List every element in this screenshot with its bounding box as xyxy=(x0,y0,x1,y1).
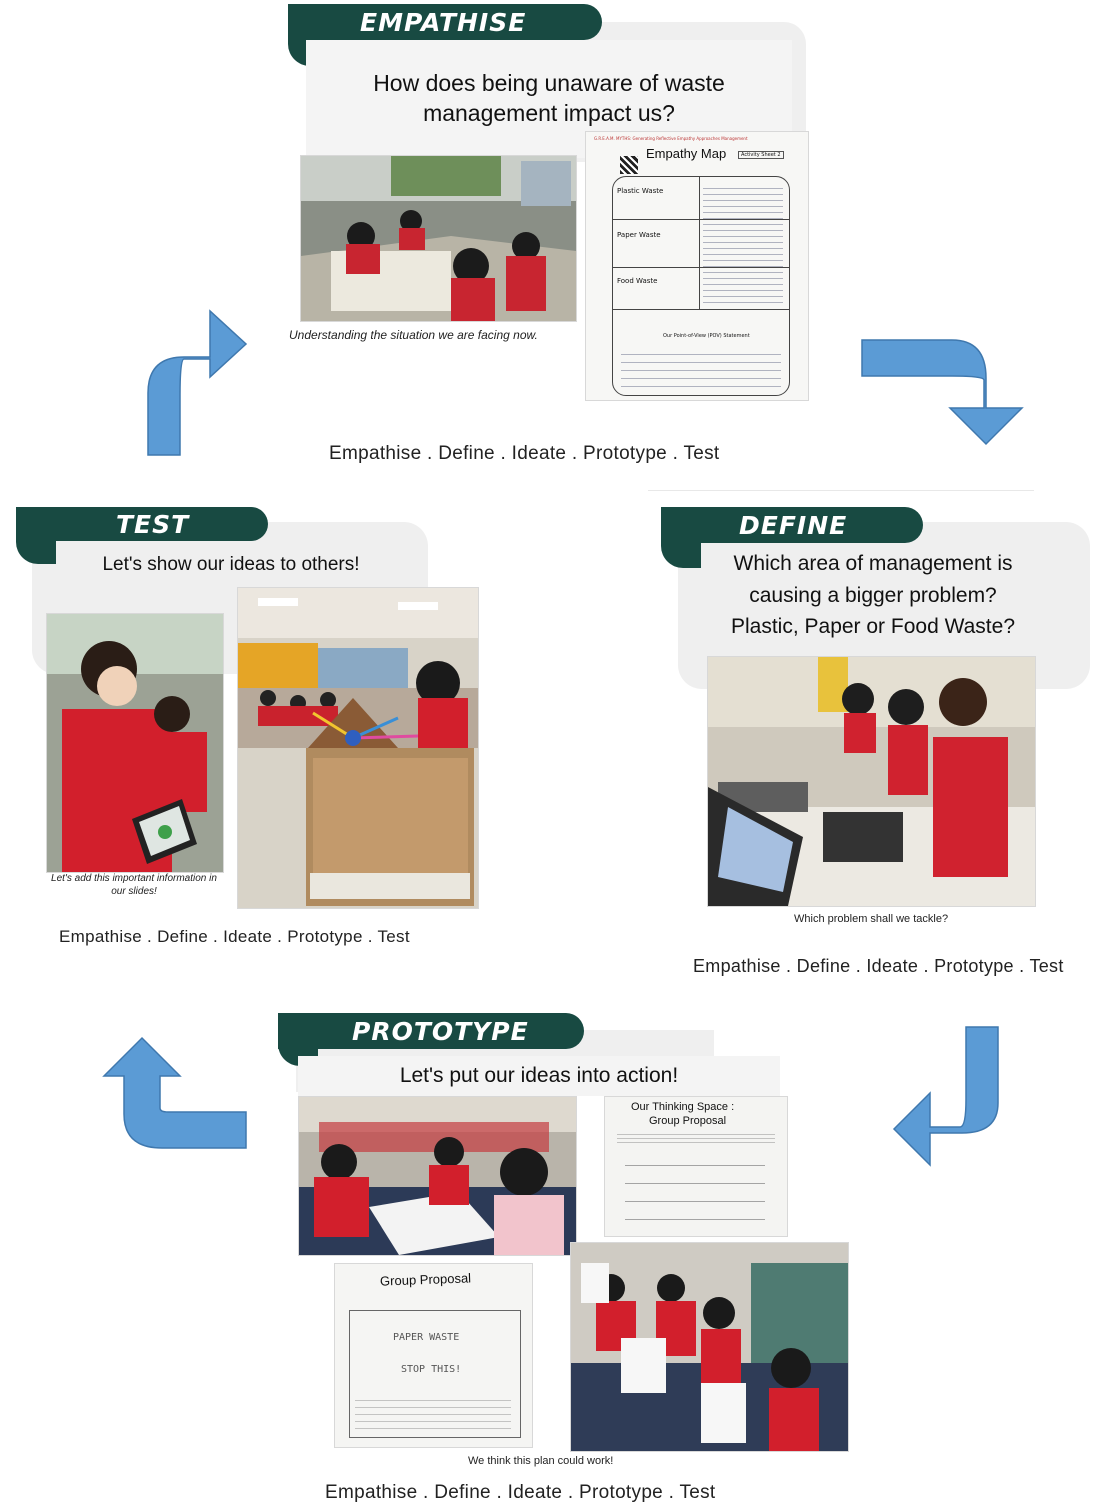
define-steps: Empathise . Define . Ideate . Prototype . Test xyxy=(693,956,1064,976)
prototype-students-photo xyxy=(570,1242,849,1452)
empathise-question: How does being unaware of waste management impact us? xyxy=(373,70,725,126)
arrow-right-down-icon xyxy=(860,338,1026,448)
proposal-sheet-title1: Our Thinking Space : xyxy=(631,1101,735,1113)
prototype-question: Let's put our ideas into action! xyxy=(399,1064,679,1088)
arrow-left-up-icon xyxy=(102,1036,248,1150)
handwriting xyxy=(621,347,781,387)
test-tablet-photo xyxy=(46,613,224,873)
test-steps: Empathise . Define . Ideate . Prototype . Test xyxy=(59,927,410,946)
sheet-activity: Activity Sheet 2 xyxy=(738,151,784,159)
poster-text-1: PAPER WASTE xyxy=(393,1332,460,1343)
qr-code-icon xyxy=(620,156,638,174)
test-question: Let's show our ideas to others! xyxy=(102,553,360,575)
empathise-tab-label: EMPATHISE xyxy=(360,7,527,37)
proposal-poster xyxy=(334,1263,533,1448)
define-caption: Which problem shall we tackle? xyxy=(794,913,949,925)
prototype-question-box xyxy=(298,1056,780,1096)
sheet-pov: Our Point-of-View (POV) Statement xyxy=(663,333,750,339)
sheet-row-divider xyxy=(613,309,789,310)
sheet-title: Empathy Map xyxy=(646,146,727,161)
group-proposal-sheet xyxy=(604,1096,788,1237)
define-laptop-photo xyxy=(707,656,1036,907)
test-question-box xyxy=(34,548,428,582)
test-tab xyxy=(16,507,268,541)
divider-line xyxy=(648,490,1034,491)
prototype-caption: We think this plan could work! xyxy=(468,1455,614,1467)
sheet-row-paper: Paper Waste xyxy=(617,231,661,239)
prototype-group-photo xyxy=(298,1096,577,1256)
sheet-boxes xyxy=(625,1155,765,1227)
prototype-steps: Empathise . Define . Ideate . Prototype . Test xyxy=(325,1482,716,1503)
empathise-steps: Empathise . Define . Ideate . Prototype . Test xyxy=(329,443,720,464)
define-tab xyxy=(661,507,923,543)
empathy-map-sheet xyxy=(585,131,809,401)
sheet-col-divider xyxy=(699,177,700,309)
prototype-tab-label: PROTOTYPE xyxy=(352,1016,529,1046)
empathise-tab xyxy=(288,4,602,40)
define-tab-label: DEFINE xyxy=(739,510,848,540)
test-model-photo xyxy=(237,587,479,909)
arrow-up-right-icon xyxy=(140,305,250,457)
proposal-sheet-title2: Group Proposal xyxy=(649,1115,727,1127)
test-tab-label: TEST xyxy=(116,509,190,539)
test-caption: Let's add this important information in our slides! xyxy=(51,873,217,897)
empathise-caption: Understanding the situation we are facing now. xyxy=(289,328,538,342)
empathise-classroom-photo xyxy=(300,155,577,322)
sheet-row-plastic: Plastic Waste xyxy=(617,187,664,195)
poster-sketch xyxy=(355,1394,511,1430)
sheet-header: G.R.E.A.M. MYTHS: Generating Reflective Empathy Approaches Management xyxy=(594,136,748,141)
prototype-tab xyxy=(278,1013,584,1049)
define-question: Which area of management is causing a bigger problem? Plastic, Paper or Food Waste? xyxy=(730,552,1015,639)
poster-title: Group Proposal xyxy=(379,1270,472,1289)
sheet-guidance xyxy=(617,1131,775,1143)
handwriting xyxy=(703,183,783,303)
poster-text-2: STOP THIS! xyxy=(401,1364,462,1375)
arrow-down-left-icon xyxy=(890,1025,1002,1169)
sheet-grid xyxy=(612,176,790,396)
sheet-row-food: Food Waste xyxy=(617,277,658,285)
define-question-box xyxy=(680,543,1066,648)
